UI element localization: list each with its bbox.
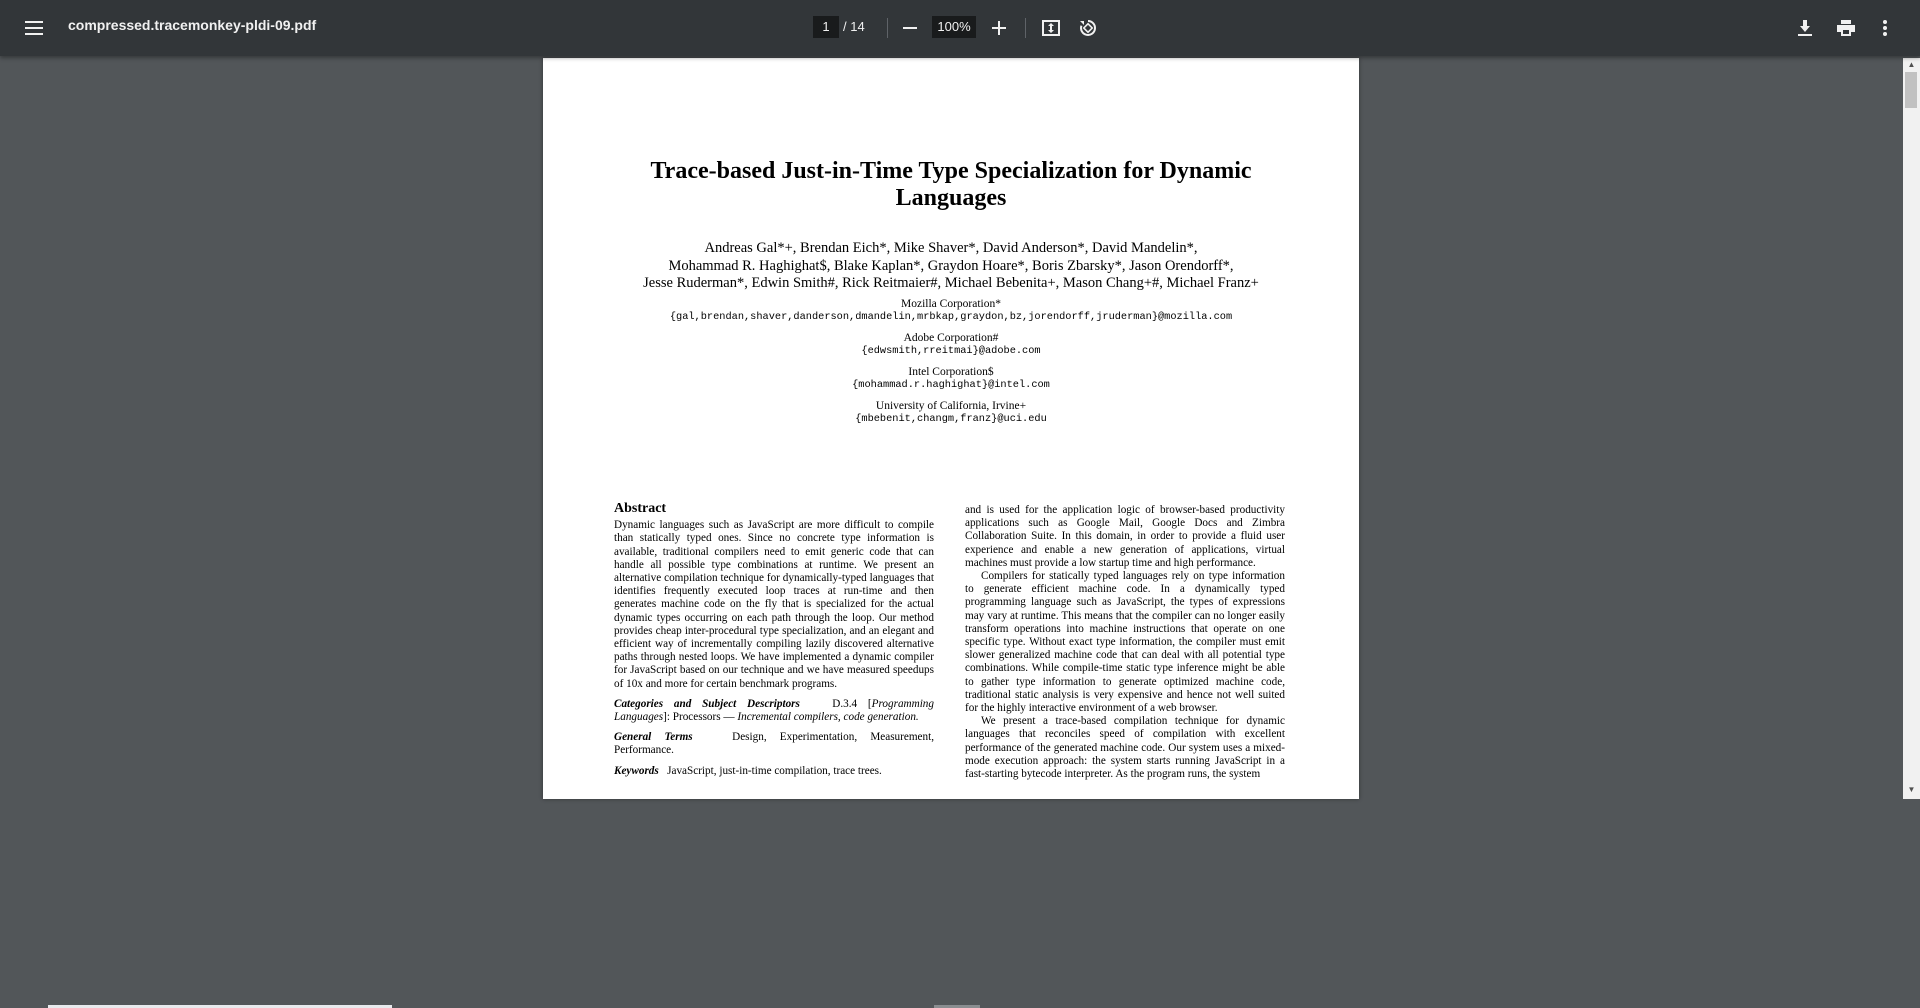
terms-label: General Terms xyxy=(614,731,693,744)
download-icon xyxy=(1798,20,1812,36)
categories-text: ]: Processors — xyxy=(663,711,738,724)
pdf-page xyxy=(543,58,1359,799)
download-button[interactable] xyxy=(1789,12,1821,44)
left-column xyxy=(614,501,935,778)
keywords-text: JavaScript, just-in-time compilation, trace trees. xyxy=(667,764,882,777)
zoom-out-button[interactable] xyxy=(894,12,926,44)
plus-icon xyxy=(992,21,1006,35)
categories xyxy=(614,698,934,724)
affiliation-email: {gal,brendan,shaver,danderson,dmandelin,mrbkap,graydon,bz,jorendorff,jruderman}@mozilla.com xyxy=(669,311,1233,323)
author-line: Jesse Ruderman*, Edwin Smith#, Rick Reitmaier#, Michael Bebenita+, Mason Chang+#, Michael Franz+ xyxy=(643,275,1259,291)
categories-label: Categories and Subject Descriptors xyxy=(614,697,800,710)
affiliation-org: University of California, Irvine+ xyxy=(875,400,1027,412)
affiliation-email: {mohammad.r.haghighat}@intel.com xyxy=(852,379,1050,391)
minus-icon xyxy=(903,27,917,29)
more-actions-button[interactable] xyxy=(1869,12,1901,44)
abstract-text: Dynamic languages such as JavaScript are more difficult to compile than statically typed ones. Since no concrete type information is available, traditional compilers need to emit generic code that can handle all possible type combinations at runtime. We present an alternative compilation technique for dynamically-typed languages that identifies frequently executed loop traces at run-time and then generates machine code on the fly that is specialized for the actual dynamic types occurring on each path through the loop. Our method provides cheap inter-procedural type specialization, and an elegant and efficient way of incrementally compiling lazily discovered alternative paths through nested loops. We have implemented a dynamic compiler for JavaScript based on our technique and we have measured speedups of 10x and more for certain benchmark programs. xyxy=(614,519,934,690)
toolbar-divider xyxy=(1025,18,1026,38)
paper-title xyxy=(603,158,1299,212)
keywords-label: Keywords xyxy=(614,764,659,777)
file-name: compressed.tracemonkey-pldi-09.pdf xyxy=(68,17,317,33)
rotate-icon xyxy=(1079,19,1097,37)
pdf-toolbar xyxy=(0,0,1920,56)
zoom-level-input[interactable]: 100% xyxy=(932,16,976,38)
print-button[interactable] xyxy=(1830,12,1862,44)
scroll-up-arrow-icon[interactable]: ▲ xyxy=(1907,60,1916,69)
more-vert-icon xyxy=(1883,20,1887,36)
categories-ital: Incremental compilers, code generation. xyxy=(737,711,919,724)
categories-ital: Programming Languages xyxy=(614,697,934,724)
rotate-button[interactable] xyxy=(1072,12,1104,44)
vertical-scrollbar[interactable] xyxy=(1903,58,1920,799)
hamburger-menu-icon[interactable] xyxy=(18,12,50,44)
page-total: / 14 xyxy=(843,19,865,34)
author-line: Andreas Gal*+, Brendan Eich*, Mike Shaver*, David Anderson*, David Mandelin*, xyxy=(704,240,1198,256)
affiliation-org: Intel Corporation$ xyxy=(908,366,994,378)
terms-text: Design, Experimentation, Measurement, Performance. xyxy=(614,731,935,757)
paper-title-line: Trace-based Just-in-Time Type Specialization for Dynamic xyxy=(650,158,1252,184)
general-terms xyxy=(614,731,934,757)
author-list xyxy=(583,240,1319,293)
fit-page-button[interactable] xyxy=(1035,12,1067,44)
paper-title-line: Languages xyxy=(895,185,1007,211)
right-column xyxy=(965,504,1285,781)
affiliation-org: Adobe Corporation# xyxy=(903,332,999,344)
affiliation-email: {edwsmith,rreitmai}@adobe.com xyxy=(861,345,1041,357)
categories-text: D.3.4 [ xyxy=(832,697,872,710)
affiliation-org: Mozilla Corporation* xyxy=(901,298,1001,310)
affiliation-email: {mbebenit,changm,franz}@uci.edu xyxy=(855,413,1047,425)
print-icon xyxy=(1837,20,1855,36)
body-paragraph: and is used for the application logic of browser-based productivity applications such as Google Mail, Google Docs and Zimbra Collaboration Suite. In this domain, in order to provide a fluid user experience and enable a new generation of applications, virtual machines must provide a low startup time and high performance. xyxy=(965,504,1285,569)
page-number-input[interactable]: 1 xyxy=(813,16,839,38)
abstract-heading: Abstract xyxy=(614,501,667,516)
fit-page-icon xyxy=(1042,20,1060,36)
scrollbar-thumb[interactable] xyxy=(1905,72,1917,108)
body-paragraph: We present a trace-based compilation technique for dynamic languages that reconciles speed of compilation with excellent performance of the generated machine code. Our system uses a mixed-mode execution approach: the system starts running JavaScript in a fast-starting bytecode interpreter. As the program runs, the system xyxy=(965,715,1285,781)
author-line: Mohammad R. Haghighat$, Blake Kaplan*, Graydon Hoare*, Boris Zbarsky*, Jason Orendorff*, xyxy=(668,257,1234,274)
scroll-down-arrow-icon[interactable]: ▼ xyxy=(1907,785,1916,794)
keywords xyxy=(614,765,934,778)
affiliations xyxy=(583,298,1319,434)
toolbar-divider xyxy=(887,18,888,38)
zoom-in-button[interactable] xyxy=(983,12,1015,44)
body-paragraph: Compilers for statically typed languages rely on type information to generate efficient machine code. In a dynamically typed programming language such as JavaScript, the types of expressions may vary at runtime. This means that the compiler can no longer easily transform operations into machine instructions that operate on one specific type. Without exact type information, the compiler must emit slower generalized machine code that can deal with all potential type combinations. While compile-time static type inference might be able to gather type information to generate optimized machine code, traditional static analysis is very expensive and hence not well suited for the highly interactive environment of a web browser. xyxy=(965,570,1285,715)
